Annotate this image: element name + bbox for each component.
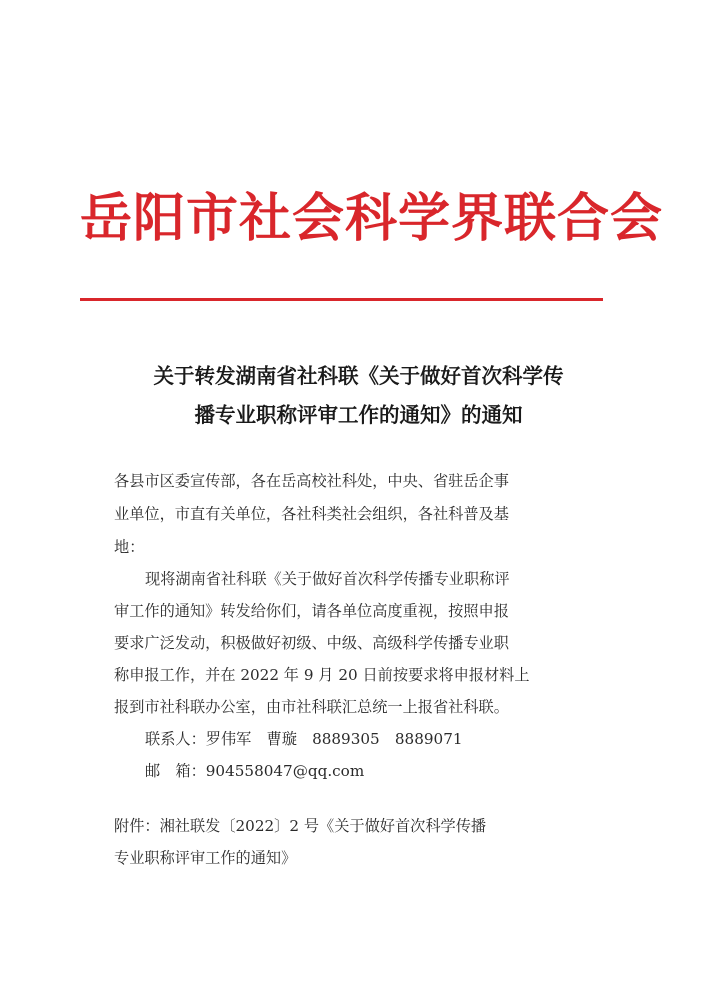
body-line-1: 现将湖南省社科联《关于做好首次科学传播专业职称评 xyxy=(145,570,510,588)
document-title-line-1: 关于转发湖南省社科联《关于做好首次科学传 xyxy=(153,364,564,388)
addressee-line-1: 各县市区委宣传部，各在岳高校社科处，中央、省驻岳企事 xyxy=(114,472,509,490)
body-line-3: 要求广泛发动，积极做好初级、中级、高级科学传播专业职 xyxy=(114,634,509,652)
letterhead-title: 岳阳市社会科学界联合会 xyxy=(80,188,664,249)
body-line-5: 报到市社科联办公室，由市社科联汇总统一上报省社科联。 xyxy=(114,698,509,716)
document-title-line-2: 播专业职称评审工作的通知》的通知 xyxy=(194,403,523,427)
letterhead-red-rule xyxy=(80,298,603,301)
contact-email: 邮 箱：904558047@qq.com xyxy=(145,762,365,780)
attachment-line-1: 附件：湘社联发〔2022〕2 号《关于做好首次科学传播 xyxy=(114,817,487,835)
body-line-4: 称申报工作，并在 2022 年 9 月 20 日前按要求将申报材料上 xyxy=(114,666,530,684)
body-line-2: 审工作的通知》转发给你们，请各单位高度重视，按照申报 xyxy=(114,602,509,620)
addressee-line-3: 地： xyxy=(114,538,145,556)
contact-person: 联系人：罗伟军 曹璇 8889305 8889071 xyxy=(145,730,463,748)
attachment-line-2: 专业职称评审工作的通知》 xyxy=(114,849,297,867)
addressee-line-2: 业单位，市直有关单位，各社科类社会组织，各社科普及基 xyxy=(114,505,509,523)
